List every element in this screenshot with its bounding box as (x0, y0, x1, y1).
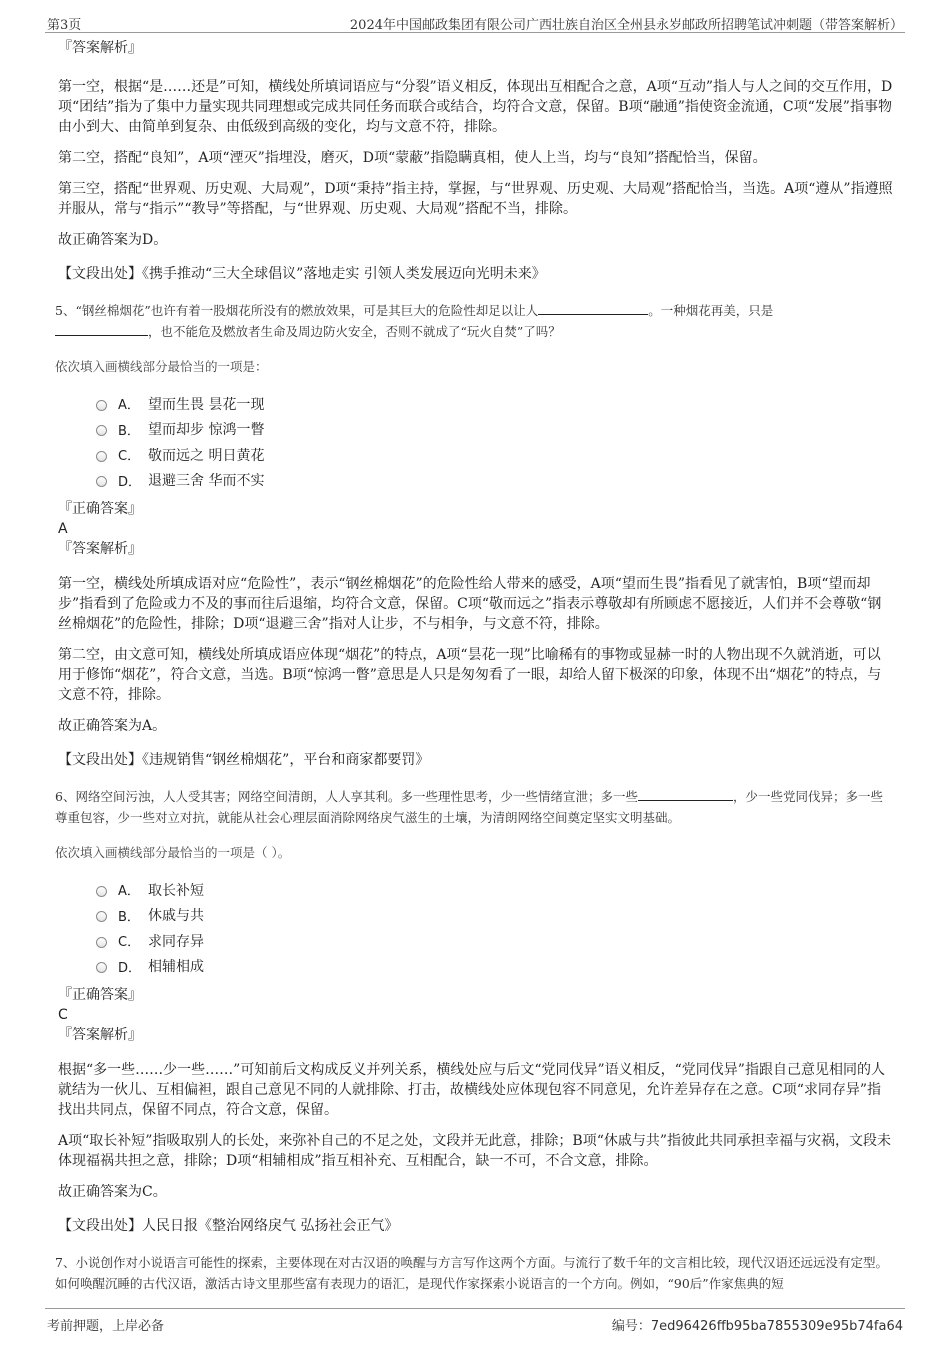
q5-stem (55, 300, 893, 342)
q4-analysis-label: 『答案解析』 (58, 40, 142, 56)
page-header (45, 10, 905, 33)
q5-stem-part-a: 5、“钢丝棉烟花”也许有着一股烟花所没有的燃放效果，可是其巨大的危险性却足以让人 (55, 303, 539, 318)
page-footer (45, 1308, 905, 1333)
q6-analysis-p2: A项“取长补短”指吸取别人的长处，来弥补自己的不足之处，文段并无此意，排除；B项“休戚与共”指彼此共同承担幸福与灾祸，文段未体现福祸共担之意，排除；D项“相辅相成”指互相补充、互相配合，缺一不可，不合文意，排除。 (58, 1133, 892, 1169)
q6-prompt: 依次填入画横线部分最恰当的一项是（ ）。 (55, 845, 291, 860)
q6-stem-part-a: 6、网络空间污浊，人人受其害；网络空间清朗，人人享其利。多一些理性思考，少一些情绪宣泄；多一些 (55, 789, 638, 804)
q6-option-d[interactable]: D． 相辅相成 (96, 954, 893, 980)
q6-options (96, 877, 893, 979)
q5-option-a[interactable]: A． 望而生畏 昙花一现 (96, 391, 893, 417)
q6-option-b[interactable]: B． 休戚与共 (96, 903, 893, 929)
q5-options (96, 391, 893, 493)
page-number: 第3页 (47, 18, 82, 33)
q6-analysis-label: 『答案解析』 (58, 1027, 142, 1043)
radio-icon[interactable] (96, 451, 107, 462)
document-title: 2024年中国邮政集团有限公司广西壮族自治区全州县永岁邮政所招聘笔试冲刺题（带答案解析） (349, 18, 903, 33)
q7-stem: 7、小说创作对小说语言可能性的探索，主要体现在对古汉语的唤醒与方言写作这两个方面。与流行了数千年的文言相比较，现代汉语还远远没有定型。如何唤醒沉睡的古代汉语，激活古诗文里那些富有表现力的语汇，是现代作家探索小说语言的一个方向。例如，“90后”作家焦典的短 (55, 1255, 888, 1291)
q5-source: 【文段出处】《违规销售“钢丝棉烟花”，平台和商家都要罚》 (58, 752, 430, 768)
q4-analysis-p3: 第三空，搭配“世界观、历史观、大局观”，D项“秉持”指主持，掌握，与“世界观、历史观、大局观”搭配恰当，当选。A项“遵从”指遵照并服从，常与“指示”“教导”等搭配，与“世界观、历史观、大局观”搭配不当，排除。 (58, 181, 893, 217)
q5-prompt: 依次填入画横线部分最恰当的一项是： (55, 359, 268, 374)
q4-analysis-p1: 第一空，根据“是……还是”可知，横线处所填词语应与“分裂”语义相反，体现出互相配合之意，A项“互动”指人与人之间的交互作用，D项“团结”指为了集中力量实现共同理想或完成共同任务而联合或结合，均符合文意，保留。B项“融通”指使资金流通，C项“发展”指事物由小到大、由简单到复杂、由低级到高级的变化，均与文意不符，排除。 (58, 79, 893, 135)
q4-conclusion: 故正确答案为D。 (58, 232, 168, 248)
q6-stem-part-b: ，少一些党同伐异；多一些尊重包容，少一些对立对抗，就能从社会心理层面消除网络戾气滋生的土壤，为清朗网络空间奠定坚实文明基础。 (55, 789, 883, 825)
q5-option-c[interactable]: C． 敬而远之 明日黄花 (96, 442, 893, 468)
radio-icon[interactable] (96, 400, 107, 411)
footer-code (612, 1315, 903, 1334)
q6-analysis-p1: 根据“多一些……少一些……”可知前后文构成反义并列关系，横线处应与后文“党同伐异”语义相反，“党同伐异”指跟自己意见相同的人就结为一伙儿、互相偏袒，跟自己意见不同的人就排除、打击，故横线处应体现包容不同意见，允许差异存在之意。C项“求同存异”指找出共同点，保留不同点，符合文意，保留。 (58, 1062, 885, 1118)
document-body (55, 38, 893, 1294)
q4-source: 【文段出处】《携手推动“三大全球倡议”落地走实 引领人类发展迈向光明未来》 (58, 266, 546, 282)
q5-option-d[interactable]: D． 退避三舍 华而不实 (96, 468, 893, 494)
radio-icon[interactable] (96, 425, 107, 436)
radio-icon[interactable] (96, 962, 107, 973)
radio-icon[interactable] (96, 886, 107, 897)
q5-correct-label: 『正确答案』 (58, 501, 142, 517)
radio-icon[interactable] (96, 476, 107, 487)
q6-conclusion: 故正确答案为C。 (58, 1184, 167, 1200)
q5-correct-answer: A (58, 521, 68, 537)
footer-slogan: 考前押题，上岸必备 (47, 1319, 165, 1334)
q5-blank-1 (538, 302, 648, 315)
q5-option-b[interactable]: B． 望而却步 惊鸿一瞥 (96, 417, 893, 443)
footer-code-value: 7ed96426ffb95ba7855309e95b74fa64 (650, 1319, 903, 1334)
footer-code-label: 编号： (611, 1319, 651, 1334)
q6-option-c[interactable]: C． 求同存异 (96, 928, 893, 954)
q6-stem (55, 786, 893, 828)
q5-analysis-label: 『答案解析』 (58, 541, 142, 557)
q5-analysis-p2: 第二空，由文意可知，横线处所填成语应体现“烟花”的特点，A项“昙花一现”比喻稀有的事物或显赫一时的人物出现不久就消逝，可以用于修饰“烟花”，符合文意，当选。B项“惊鸿一瞥”意思是人只是匆匆看了一眼，却给人留下极深的印象，体现不出“烟花”的特点，与文意不符，排除。 (58, 647, 882, 703)
q6-correct-answer: C (58, 1007, 68, 1023)
q4-analysis-p2: 第二空，搭配“良知”，A项“湮灭”指埋没，磨灭，D项“蒙蔽”指隐瞒真相，使人上当，均与“良知”搭配恰当，保留。 (58, 150, 767, 166)
q5-analysis-p1: 第一空，横线处所填成语对应“危险性”，表示“钢丝棉烟花”的危险性给人带来的感受，A项“望而生畏”指看见了就害怕，B项“望而却步”指看到了危险或力不及的事而往后退缩，均符合文意，保留。C项“敬而远之”指表示尊敬却有所顾虑不愿接近，人们并不会尊敬“钢丝棉烟花”的危险性，排除；D项“退避三舍”指对人让步，不与相争，与文意不符，排除。 (58, 576, 882, 632)
q5-blank-2 (55, 323, 148, 336)
radio-icon[interactable] (96, 937, 107, 948)
q6-option-a[interactable]: A． 取长补短 (96, 877, 893, 903)
q6-correct-label: 『正确答案』 (58, 987, 142, 1003)
q5-stem-part-c: ，也不能危及燃放者生命及周边防火安全，否则不就成了“玩火自焚”了吗？ (148, 324, 561, 339)
q5-conclusion: 故正确答案为A。 (58, 718, 167, 734)
q5-stem-part-b: 。一种烟花再美，只是 (648, 303, 774, 318)
q6-blank-1 (638, 788, 733, 801)
q6-source: 【文段出处】人民日报《整治网络戾气 弘扬社会正气》 (58, 1218, 399, 1234)
radio-icon[interactable] (96, 911, 107, 922)
